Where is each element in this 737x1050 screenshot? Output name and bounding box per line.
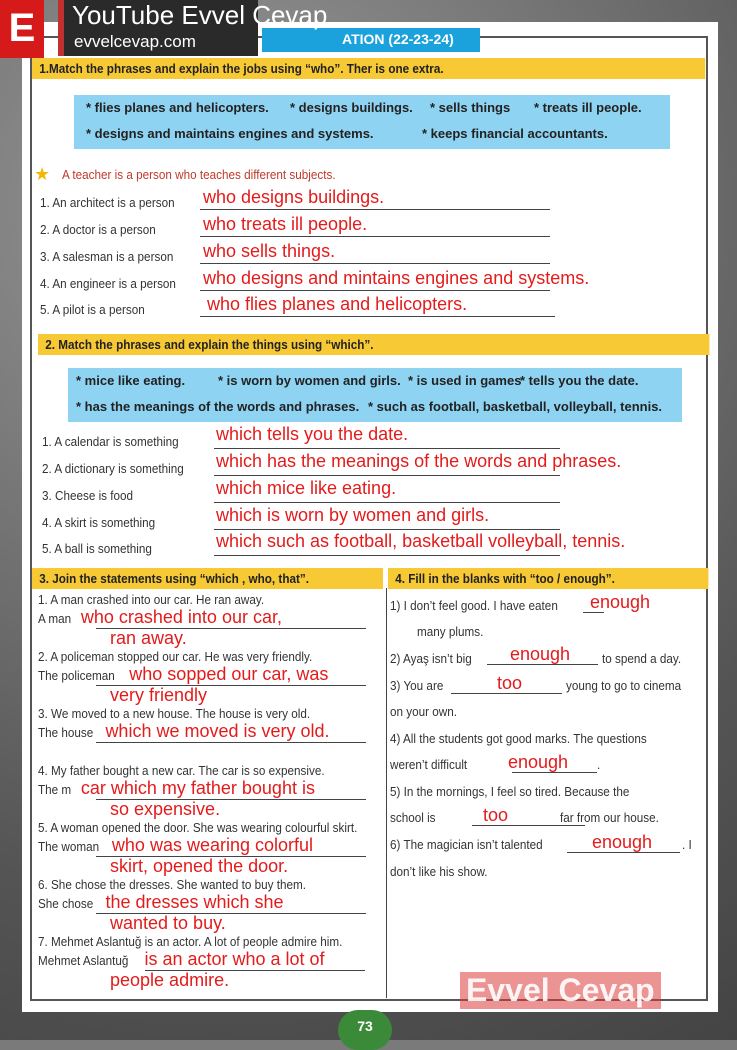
phrase: * designs buildings. bbox=[290, 100, 413, 115]
answer-line bbox=[214, 502, 560, 503]
phrase: * treats ill people. bbox=[534, 100, 642, 115]
handwritten-answer: very friendly bbox=[110, 685, 208, 705]
phrase: * designs and maintains engines and systems. bbox=[86, 126, 374, 141]
sentence-text: on your own. bbox=[390, 704, 457, 719]
answer-line bbox=[214, 475, 560, 476]
sentence-text: . bbox=[597, 757, 601, 772]
answer-line bbox=[200, 290, 550, 291]
prompt: Mehmet Aslantuğ bbox=[38, 953, 129, 968]
answer-line bbox=[200, 263, 550, 264]
phrase: * such as football, basketball, volleyball, tennis. bbox=[368, 399, 663, 414]
channel-logo: E bbox=[0, 0, 44, 58]
sentence-text: don’t like his show. bbox=[390, 864, 488, 879]
prompt: The policeman bbox=[38, 668, 115, 683]
answer-line bbox=[96, 742, 366, 743]
sentence-text: far from our house. bbox=[560, 810, 659, 825]
question-text: 2. A dictionary is something bbox=[42, 461, 184, 476]
sentence-text: to spend a day. bbox=[602, 651, 682, 666]
answer-row bbox=[38, 721, 330, 742]
sentence-text: school is bbox=[390, 810, 436, 825]
section-4-title: 4. Fill in the blanks with “too / enough”. bbox=[388, 568, 708, 589]
watermark-logo: Evvel Cevap bbox=[460, 972, 661, 1009]
section-2-title: 2. Match the phrases and explain the things using “which”. bbox=[38, 334, 709, 355]
answer-line bbox=[200, 316, 555, 317]
phrase: * mice like eating. bbox=[76, 373, 186, 388]
question-text: 2. A doctor is a person bbox=[40, 222, 156, 237]
handwritten-answer: enough bbox=[592, 832, 653, 852]
handwritten-answer: enough bbox=[590, 592, 651, 612]
word-box-1 bbox=[74, 95, 670, 149]
question-text: 4. A skirt is something bbox=[42, 515, 156, 530]
handwritten-answer: the dresses which she bbox=[105, 892, 284, 912]
question-text: 4. An engineer is a person bbox=[40, 276, 176, 291]
example: A teacher is a person who teaches different subjects. bbox=[62, 167, 336, 182]
question-text: 3. A salesman is a person bbox=[40, 249, 174, 264]
star-icon: ★ bbox=[34, 164, 51, 184]
handwritten-answer: which tells you the date. bbox=[216, 424, 409, 444]
handwritten-answer: who sopped our car, was bbox=[129, 664, 329, 684]
word-box-2 bbox=[68, 368, 682, 422]
section-tab: ATION (22-23-24) bbox=[342, 31, 454, 47]
sentence-text: 1) I don’t feel good. I have eaten bbox=[390, 598, 558, 613]
sentence-text: 6) The magician isn’t talented bbox=[390, 837, 543, 852]
site-url: evvelcevap.com bbox=[74, 32, 196, 51]
handwritten-answer: who sells things. bbox=[203, 241, 336, 261]
answer-row bbox=[38, 835, 313, 856]
phrase: * is used in games bbox=[408, 373, 522, 388]
section-3-title: 3. Join the statements using “which , who, that”. bbox=[32, 568, 383, 589]
answer-line bbox=[214, 529, 560, 530]
handwritten-answer: which is worn by women and girls. bbox=[216, 505, 490, 525]
prompt: The woman bbox=[38, 839, 100, 854]
statement: 2. A policeman stopped our car. He was very friendly. bbox=[38, 649, 313, 664]
answer-line bbox=[214, 555, 560, 556]
handwritten-answer: wanted to buy. bbox=[110, 913, 226, 933]
prompt: The house bbox=[38, 725, 94, 740]
handwritten-answer: people admire. bbox=[110, 970, 230, 990]
statement: 5. A woman opened the door. She was wearing colourful skirt. bbox=[38, 820, 358, 835]
question-text: 1. An architect is a person bbox=[40, 195, 175, 210]
phrase: * is worn by women and girls. bbox=[218, 373, 401, 388]
phrase: * sells things bbox=[430, 100, 511, 115]
handwritten-answer: ran away. bbox=[110, 628, 187, 648]
handwritten-answer: which mice like eating. bbox=[216, 478, 397, 498]
handwritten-answer: is an actor who a lot of bbox=[144, 949, 325, 969]
handwritten-answer: who was wearing colorful bbox=[111, 835, 314, 855]
question-text: 1. A calendar is something bbox=[42, 434, 179, 449]
statement: 3. We moved to a new house. The house is very old. bbox=[38, 706, 311, 721]
statement: 6. She chose the dresses. She wanted to buy them. bbox=[38, 877, 306, 892]
answer-line bbox=[200, 209, 550, 210]
prompt: She chose bbox=[38, 896, 94, 911]
channel-name: YouTube Evvel Cevap bbox=[72, 0, 328, 30]
sentence-text: 2) Ayaş isn’t big bbox=[390, 651, 472, 666]
answer-row bbox=[38, 607, 282, 628]
handwritten-answer: skirt, opened the door. bbox=[110, 856, 289, 876]
handwritten-answer: enough bbox=[510, 644, 571, 664]
question-text: 3. Cheese is food bbox=[42, 488, 134, 503]
handwritten-answer: so expensive. bbox=[110, 799, 221, 819]
handwritten-answer: too bbox=[483, 805, 509, 825]
sentence-text: weren’t difficult bbox=[390, 757, 468, 772]
handwritten-answer: which such as football, basketball volleyball, tennis. bbox=[216, 531, 626, 551]
phrase: * flies planes and helicopters. bbox=[86, 100, 269, 115]
handwritten-answer: who flies planes and helicopters. bbox=[207, 294, 468, 314]
statement: 7. Mehmet Aslantuğ is an actor. A lot of people admire him. bbox=[38, 934, 343, 949]
column-divider bbox=[386, 588, 387, 998]
page-number: 73 bbox=[338, 1010, 392, 1050]
sentence-text: 5) In the mornings, I feel so tired. Because the bbox=[390, 784, 630, 799]
phrase: * tells you the date. bbox=[520, 373, 639, 388]
handwritten-answer: enough bbox=[508, 752, 569, 772]
sentence-text: many plums. bbox=[417, 624, 484, 639]
phrase: * keeps financial accountants. bbox=[422, 126, 608, 141]
handwritten-answer: who treats ill people. bbox=[203, 214, 368, 234]
statement: 4. My father bought a new car. The car is so expensive. bbox=[38, 763, 325, 778]
sentence-text: young to go to cinema bbox=[566, 678, 682, 693]
handwritten-answer: who crashed into our car, bbox=[80, 607, 282, 627]
question-text: 5. A pilot is a person bbox=[40, 302, 145, 317]
prompt: A man bbox=[38, 611, 72, 626]
handwritten-answer: which has the meanings of the words and phrases. bbox=[216, 451, 622, 471]
section-1-title: 1.Match the phrases and explain the jobs using “who”. Ther is one extra. bbox=[32, 58, 705, 79]
handwritten-answer: car which my father bought is bbox=[80, 778, 315, 798]
answer-line bbox=[200, 236, 550, 237]
phrase: * has the meanings of the words and phrases. bbox=[76, 399, 360, 414]
statement: 1. A man crashed into our car. He ran away. bbox=[38, 592, 265, 607]
sentence-text: 3) You are bbox=[390, 678, 444, 693]
answer-line bbox=[214, 448, 560, 449]
sentence-text: . I bbox=[682, 837, 692, 852]
answer-row bbox=[38, 778, 315, 799]
handwritten-answer: too bbox=[497, 673, 523, 693]
answer-row bbox=[38, 664, 328, 685]
sentence-text: 4) All the students got good marks. The questions bbox=[390, 731, 647, 746]
handwritten-answer: which we moved is very old. bbox=[105, 721, 330, 741]
answer-row bbox=[38, 892, 284, 913]
question-text: 5. A ball is something bbox=[42, 541, 152, 556]
answer-row bbox=[38, 949, 325, 970]
handwritten-answer: who designs and mintains engines and systems. bbox=[203, 268, 590, 288]
prompt: The m bbox=[38, 782, 72, 797]
handwritten-answer: who designs buildings. bbox=[203, 187, 385, 207]
